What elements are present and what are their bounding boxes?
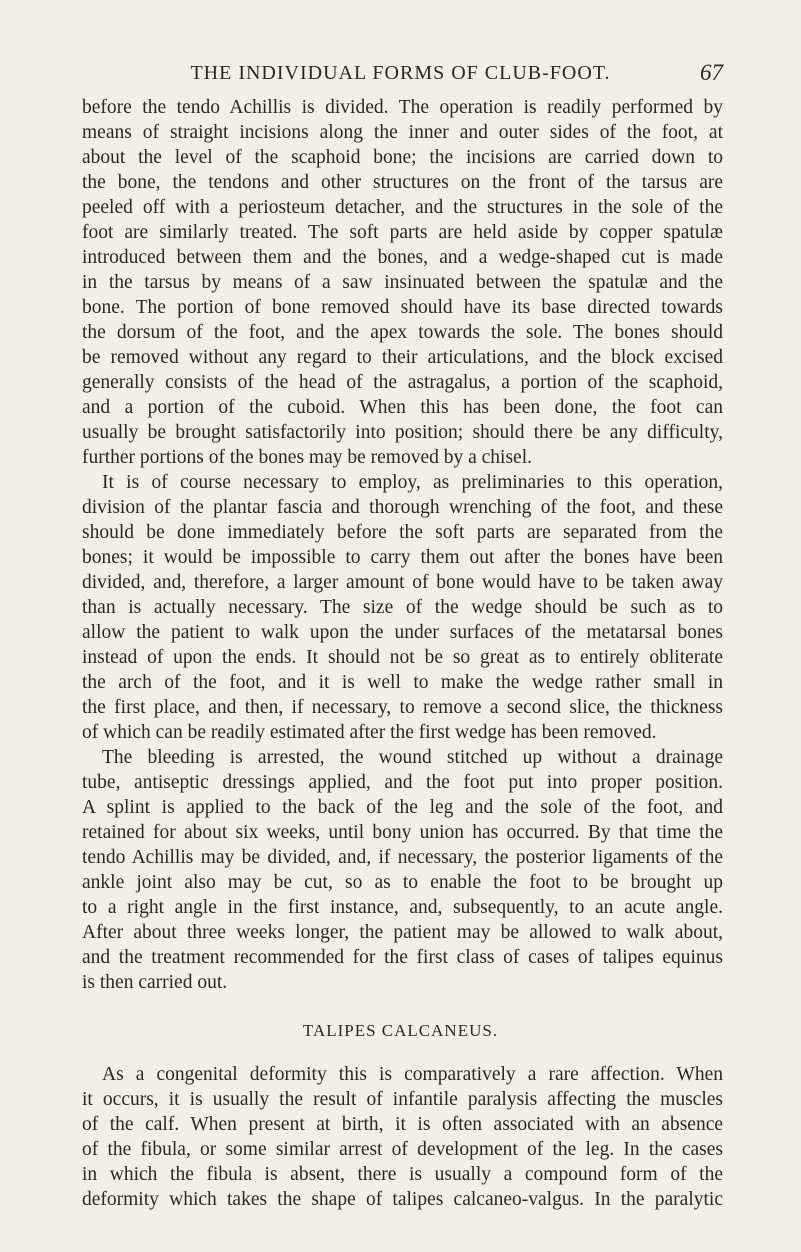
text-line: As a congenital deformity this is comparatively a rare affection. When <box>102 1064 723 1085</box>
text-line: After about three weeks longer, the patient may be allowed to walk about, <box>82 922 723 943</box>
text-line: The bleeding is arrested, the wound stitched up without a drainage <box>102 747 723 768</box>
text-line: the arch of the foot, and it is well to make the wedge rather small in <box>82 672 723 693</box>
text-line: about the level of the scaphoid bone; the incisions are carried down to <box>82 147 723 168</box>
text-line: to a right angle in the first instance, and, subsequently, to an acute angle. <box>82 897 723 918</box>
text-line: It is of course necessary to employ, as preliminaries to this operation, <box>102 472 723 493</box>
text-line: tendo Achillis may be divided, and, if necessary, the posterior ligaments of the <box>82 847 723 868</box>
text-line: further portions of the bones may be removed by a chisel. <box>82 447 532 468</box>
text-line: is then carried out. <box>82 972 228 993</box>
text-line: be removed without any regard to their articulations, and the block excised <box>82 347 723 368</box>
text-line: ankle joint also may be cut, so as to enable the foot to be brought up <box>82 872 723 893</box>
text-line: in which the fibula is absent, there is usually a compound form of the <box>82 1164 723 1185</box>
text-line: bones; it would be impossible to carry them out after the bones have been <box>82 547 723 568</box>
text-line: the first place, and then, if necessary, to remove a second slice, the thickness <box>82 697 723 718</box>
text-line: should be done immediately before the soft parts are separated from the <box>82 522 723 543</box>
text-line: tube, antiseptic dressings applied, and the foot put into proper position. <box>82 772 723 793</box>
text-line: A splint is applied to the back of the leg and the sole of the foot, and <box>82 797 723 818</box>
text-line: usually be brought satisfactorily into position; should there be any difficulty, <box>82 422 723 443</box>
text-line: divided, and, therefore, a larger amount of bone would have to be taken away <box>82 572 723 593</box>
text-line: bone. The portion of bone removed should have its base directed towards <box>82 297 723 318</box>
text-line: of the fibula, or some similar arrest of development of the leg. In the cases <box>82 1139 723 1160</box>
text-line: in the tarsus by means of a saw insinuated between the spatulæ and the <box>82 272 723 293</box>
text-line: deformity which takes the shape of talipes calcaneo-valgus. In the paralytic <box>82 1189 723 1210</box>
page-number: 67 <box>700 60 723 85</box>
text-line: retained for about six weeks, until bony union has occurred. By that time the <box>82 822 723 843</box>
text-line: of which can be readily estimated after the first wedge has been removed. <box>82 722 657 743</box>
text-line: the bone, the tendons and other structures on the front of the tarsus are <box>82 172 723 193</box>
text-line: than is actually necessary. The size of the wedge should be such as to <box>82 597 723 618</box>
text-line: and the treatment recommended for the first class of cases of talipes equinus <box>82 947 723 968</box>
text-line: means of straight incisions along the inner and outer sides of the foot, at <box>82 122 723 143</box>
text-line: introduced between them and the bones, and a wedge-shaped cut is made <box>82 247 723 268</box>
text-line: allow the patient to walk upon the under surfaces of the metatarsal bones <box>82 622 723 643</box>
text-line: it occurs, it is usually the result of infantile paralysis affecting the muscles <box>82 1089 723 1110</box>
running-head-title: THE INDIVIDUAL FORMS OF CLUB-FOOT. <box>190 62 611 84</box>
text-line: instead of upon the ends. It should not be so great as to entirely obliterate <box>82 647 723 668</box>
text-line: generally consists of the head of the astragalus, a portion of the scaphoid, <box>82 372 723 393</box>
text-line: and a portion of the cuboid. When this has been done, the foot can <box>82 397 723 418</box>
running-head <box>0 62 801 90</box>
text-line: division of the plantar fascia and thorough wrenching of the foot, and these <box>82 497 723 518</box>
section-heading: TALIPES CALCANEUS. <box>302 1021 499 1040</box>
text-line: the dorsum of the foot, and the apex towards the sole. The bones should <box>82 322 723 343</box>
text-line: before the tendo Achillis is divided. The operation is readily performed by <box>82 97 723 118</box>
text-line: of the calf. When present at birth, it is often associated with an absence <box>82 1114 723 1135</box>
text-line: foot are similarly treated. The soft parts are held aside by copper spatulæ <box>82 222 723 243</box>
text-line: peeled off with a periosteum detacher, and the structures in the sole of the <box>82 197 723 218</box>
